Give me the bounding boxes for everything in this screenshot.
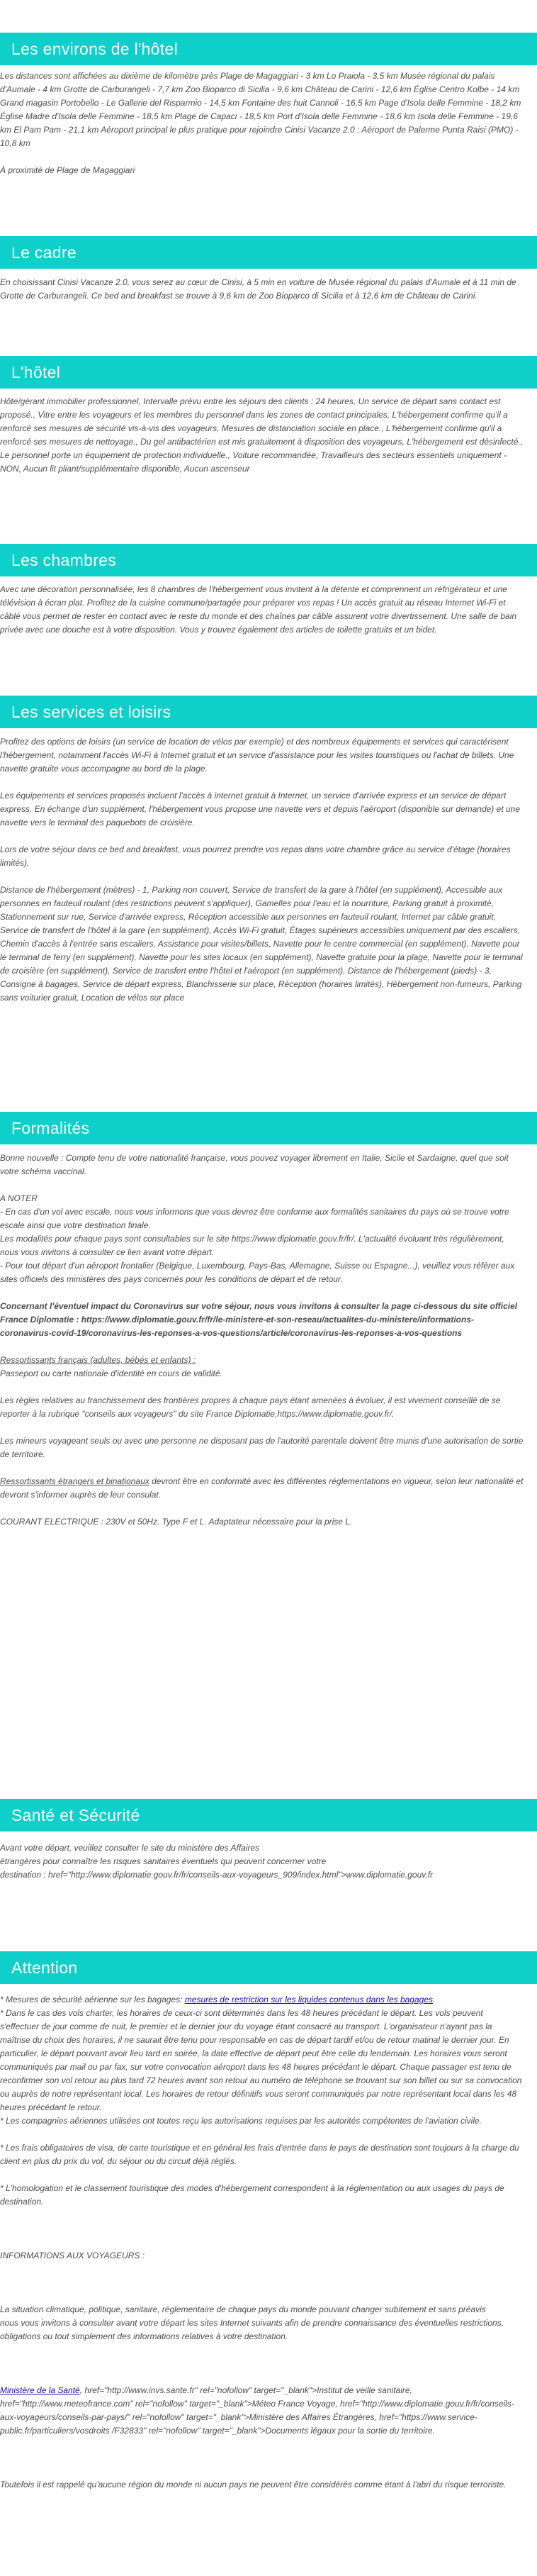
section-body-cadre	[0, 276, 524, 303]
section-body-formalites	[0, 1152, 524, 1529]
section-body-attention	[0, 1993, 524, 2492]
coronavirus-notice: Concernant l'éventuel impact du Coronavirus sur votre séjour, nous vous invitons à consulter la page ci-dessous du site officiel France Diplomatie : https://www.diplomatie.gouv.fr/fr/le-ministere-et-son-reseau/actualites-du-ministere/informations-coronavirus-covid-19/coronavirus-les-reponses-a-vos-questions/article/coronavirus-les-reponses-a-vos-questions	[0, 1301, 518, 1338]
paragraph: Les mineurs voyageant seuls ou avec une personne ne disposant pas de l'autorité parentale doivent être munis d'une autorisation de sortie de territoire.	[0, 1436, 524, 1459]
paragraph: La situation climatique, politique, sanitaire, réglementaire de chaque pays du monde pouvant changer subitement et sans préavis	[0, 2304, 486, 2314]
section-header-hotel	[0, 356, 537, 389]
paragraph: nous vous invitons à consulter avant votre départ les sites Internet suivants afin de prendre connaissance des éventuelles restrictions, obligations ou tout simplement des informations relatives à votre destination.	[0, 2318, 504, 2341]
subheading: Ressortissants français (adultes, bébés et enfants) :	[0, 1355, 196, 1365]
section-body-services	[0, 735, 524, 1005]
liquids-restriction-link[interactable]: mesures de restriction sur les liquides contenus dans les bagages	[184, 1995, 434, 2005]
section-header-environs	[0, 33, 537, 65]
paragraph: Les modalités pour chaque pays sont consultables sur le site https://www.diplomatie.gouv.fr/fr/. L'actualité évoluant très régulièrement, nous vous invitons à consulter ce lien avant votre départ.	[0, 1234, 504, 1257]
section-title: Attention	[11, 1958, 78, 1977]
subheading: INFORMATIONS AUX VOYAGEURS :	[0, 2251, 145, 2260]
paragraph: étrangères pour connaître les risques sanitaires éventuels qui peuvent concerner votre	[0, 1856, 327, 1866]
section-body-environs	[0, 69, 524, 177]
paragraph: - Pour tout départ d'un aéroport frontalier (Belgique, Luxembourg, Pays-Bas, Allemagne, Suisse ou Espagne...), veuillez vous référer aux sites officiels des ministères des pays concernés pour les conditions de départ et de retour.	[0, 1261, 515, 1284]
paragraph: Avant votre départ, veuillez consulter le site du ministère des Affaires	[0, 1843, 260, 1853]
paragraph: Passeport ou carte nationale d'identité en cours de validité.	[0, 1368, 222, 1378]
paragraph-text: devront être en conformité avec les différentes réglementations en vigueur, selon leur nationalité et devront s'informer auprès de leur consulat.	[0, 1476, 524, 1500]
paragraph: Les distances sont affichées au dixième de kilomètre près Plage de Magaggiari - 3 km Lo Praiola - 3,5 km Musée régional du palais d'Aumale - 4 km Grotte de Carburangeli - 7,7 km Zoo Bioparco di Sicilia - 9,6 km Château de Carini - 12,6 km Église Centro Kolbe - 14 km Grand magasin Portobello - Le Gallerie del Risparmio - 14,5 km Fontaine des huit Cannoli - 16,5 km Page d'Isola delle Femmine - 18,2 km Église Madre d'Isola delle Femmine - 18,5 km Plage de Capaci - 18,5 km Port d'Isola delle Femmine - 18,6 km Isola delle Femmine - 19,6 km El Pam Pam - 21,1 km Aéroport principal le plus pratique pour rejoindre Cinisi Vacanze 2.0 : Aéroport de Palerme Punta Raisi (PMO) - 10,8 km	[0, 71, 521, 148]
section-title: Santé et Sécurité	[11, 1806, 140, 1824]
paragraph: Distance de l'hébergement (mètres) - 1, Parking non couvert, Service de transfert de la gare à l'hôtel (en supplément), Accessible aux personnes en fauteuil roulant (des restrictions peuvent s'appliquer), Gamelles pour l'eau et la nourriture, Parking gratuit à proximité, Stationnement sur rue, Service d'arrivée express, Réception accessible aux personnes en fauteuil roulant, Internet par câble gratuit, Service de transfert de l'hôtel à la gare (en supplément), Accès Wi-Fi gratuit, Étages supérieurs accessibles uniquement par des escaliers, Chemin d'accès à l'entrée sans escaliers, Assistance pour visites/billets, Navette pour le centre commercial (en supplément), Navette pour le terminal de ferry (en supplément), Navette pour les sites locaux (en supplément), Navette gratuite pour la plage, Navette pour le terminal de croisière (en supplément), Service de transfert entre l'hôtel et l'aéroport (en supplément), Distance de l'hébergement (pieds) - 3, Consigne à bagages, Service de départ express, Blanchisserie sur place, Réception (horaires limités), Hébergement non-fumeurs, Parking sans voiturier gratuit, Location de vélos sur place	[0, 885, 523, 1003]
section-header-chambres	[0, 544, 537, 576]
paragraph: * Les compagnies aériennes utilisées ont toutes reçu les autorisations requises par les autorités compétentes de l'aviation civile.	[0, 2116, 482, 2126]
paragraph: Bonne nouvelle : Compte tenu de votre nationalité française, vous pouvez voyager librement en Italie, Sicile et Sardaigne, quel que soit votre schéma vaccinal.	[0, 1153, 509, 1176]
section-header-services	[0, 696, 537, 728]
section-header-attention	[0, 1951, 537, 1984]
paragraph-text: .	[433, 1995, 436, 2005]
section-title: Formalités	[11, 1119, 90, 1137]
paragraph: Toutefois il est rappelé qu'aucune région du monde ni aucun pays ne peuvent être considérés comme étant à l'abri du risque terroriste.	[0, 2480, 507, 2489]
section-header-cadre	[0, 236, 537, 269]
paragraph: Profitez des options de loisirs (un service de location de vélos par exemple) et des nombreux équipements et services qui caractérisent l'hébergement, notamment l'accès Wi-Fi à Internet gratuit et un service d'assistance pour les visites touristiques ou l'achat de billets. Une navette gratuite vous accompagne au bord de la plage.	[0, 737, 514, 774]
paragraph: * Les frais obligatoires de visa, de carte touristique et en général les frais d'entrée dans le pays de destination sont toujours à la charge du client en plus du prix du vol, du séjour ou du circuit déjà réglés.	[0, 2143, 519, 2166]
section-title: L'hôtel	[11, 363, 61, 381]
ministere-sante-link[interactable]: Ministère de la Santé	[0, 2385, 80, 2395]
paragraph: * Dans le cas des vols charter, les horaires de ceux-ci sont déterminés dans les 48 heures précédant le départ. Les vols peuvent s'effectuer de jour comme de nuit, le premier et le dernier jour du voyage étant consacré au transport. L'organisateur n'ayant pas la maîtrise du choix des horaires, il ne saurait être tenu pour responsable en cas de départ tardif et/ou de retour matinal le dernier jour. En particulier, le départ pouvant avoir lieu tard en soirée, la date effective de départ peut être celle du lendemain. Les horaires vous seront communiqués par mail ou par fax, sur votre convocation aéroport dans les 48 heures précédant le départ. Chaque passager est tenu de reconfirmer son vol retour au plus tard 72 heures avant son retour au numéro de téléphone se trouvant sur son billet ou sur sa convocation ou auprès de notre représentant local. Les horaires de retour définitifs vous seront communiqués par notre représentant local dans les 48 heures précédant le retour.	[0, 2008, 522, 2112]
paragraph: Lors de votre séjour dans ce bed and breakfast, vous pourrez prendre vos repas dans votre chambre grâce au service d'étage (horaires limités).	[0, 844, 511, 868]
section-header-sante	[0, 1799, 537, 1831]
subheading: Ressortissants étrangers et binationaux	[0, 1476, 149, 1486]
section-body-chambres	[0, 583, 524, 637]
paragraph: Avec une décoration personnalisée, les 8 chambres de l'hébergement vous invitent à la détente et comprennent un réfrigérateur et une télévision à écran plat. Profitez de la cuisine commune/partagée pour préparer vos repas ! Un accès gratuit au réseau Internet Wi-Fi et câblé vous permet de rester en contact avec le reste du monde et des chaînes par câble assurent votre divertissement. Une salle de bain privée avec une douche est à votre disposition. Vous y trouvez également des articles de toilette gratuits et un bidet.	[0, 584, 517, 635]
paragraph: Les règles relatives au franchissement des frontières propres à chaque pays étant amenées à évoluer, il est vivement conseillé de se reporter à la rubrique "conseils aux voyageurs" du site France Diplomatie,https://www.diplomatie.gouv.fr/.	[0, 1395, 501, 1419]
paragraph	[0, 2384, 524, 2438]
paragraph: Les équipements et services proposés incluent l'accès à internet gratuit à Internet, un service d'arrivée express et un service de départ express. En échange d'un supplément, l'hébergement vous propose une navette vers et depuis l'aéroport (disponible sur demande) et une navette vers le terminal des paquebots de croisière.	[0, 791, 521, 827]
section-title: Le cadre	[11, 243, 77, 262]
paragraph: À proximité de Plage de Magaggiari	[0, 165, 135, 175]
paragraph: COURANT ELECTRIQUE : 230V et 50Hz. Type F et L. Adaptateur nécessaire pour la prise L.	[0, 1517, 353, 1527]
section-header-formalites	[0, 1112, 537, 1144]
paragraph-text: * Mesures de sécurité aérienne sur les bagages:	[0, 1995, 185, 2005]
note-heading: A NOTER	[0, 1193, 38, 1203]
section-body-sante	[0, 1841, 524, 1882]
paragraph	[0, 1475, 524, 1502]
section-title: Les chambres	[11, 551, 117, 569]
section-body-hotel	[0, 395, 524, 476]
paragraph: destination : href="http://www.diplomatie.gouv.fr/fr/conseils-aux-voyageurs_909/index.html">www.diplomatie.gouv.fr	[0, 1870, 434, 1880]
paragraph-text: , href="http://www.invs.sante.fr" rel="nofollow" target="_blank">Institut de veille sanitaire, href="http://www.meteofrance.com" rel="nofollow" target="_blank">Méteo France Voyage, href="http://www.diplomatie.gouv.fr/fr/conseils-aux-voyageurs/conseils-par-pays/" rel="nofollow" target="_blank">Ministère des Affaires Étrangères, href="https://www.service-public.fr/particuliers/vosdroits /F32833" rel="nofollow" target="_blank">Documents légaux pour la sortie du territoire.	[0, 2385, 514, 2436]
paragraph: - En cas d'un vol avec escale, nous vous informons que vous devrez être conforme aux formalités sanitaires du pays où se trouve votre escale ainsi que votre destination finale.	[0, 1207, 509, 1230]
section-title: Les services et loisirs	[11, 703, 171, 721]
section-title: Les environs de l'hôtel	[11, 40, 179, 58]
paragraph: * L'homologation et le classement touristique des modes d'hébergement correspondent à la réglementation ou aux usages du pays de destination.	[0, 2183, 504, 2207]
paragraph	[0, 1993, 524, 2007]
paragraph: Hôte/gérant immobilier professionnel, Intervalle prévu entre les séjours des clients : 24 heures, Un service de départ sans contact est proposé., Vitre entre les voyageurs et les membres du personnel dans les zones de contact principales, L'hébergement confirme qu'il a renforcé ses mesures de sécurité vis-à-vis des voyageurs, Mesures de distanciation sociale en place., L'hébergement confirme qu'il a renforcé ses mesures de nettoyage., Du gel antibactérien est mis gratuitement à disposition des voyageurs, L'hébergement est désinfecté., Le personnel porte un équipement de protection individuelle., Voiture recommandée, Travailleurs des secteurs essentiels uniquement - NON, Aucun lit pliant/supplémentaire disponible, Aucun ascenseur	[0, 396, 524, 474]
paragraph: En choisissant Cinisi Vacanze 2.0, vous serez au cœur de Cinisi, à 5 min en voiture de Musée régional du palais d'Aumale et à 11 min de Grotte de Carburangeli. Ce bed and breakfast se trouve à 9,6 km de Zoo Bioparco di Sicilia et à 12,6 km de Château de Carini.	[0, 277, 516, 301]
